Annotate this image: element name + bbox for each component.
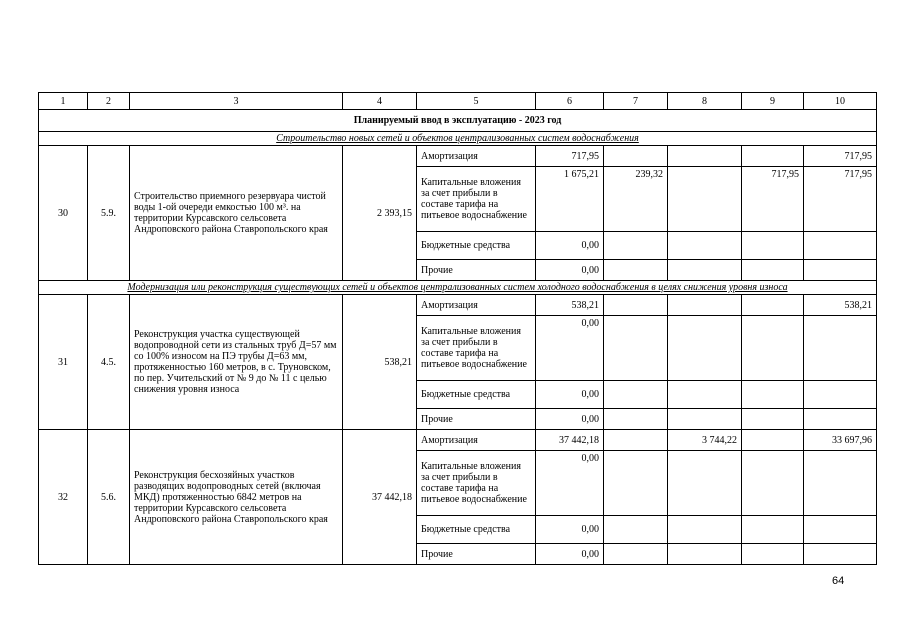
value-cell <box>604 516 668 544</box>
investment-table <box>38 92 877 565</box>
table-row <box>39 146 877 167</box>
value-cell <box>604 451 668 516</box>
value-cell: 538,21 <box>804 295 877 316</box>
value-cell <box>604 430 668 451</box>
value-cell <box>742 316 804 381</box>
value-cell <box>742 295 804 316</box>
item-total: 37 442,18 <box>343 430 417 565</box>
value-cell <box>742 451 804 516</box>
value-cell: 538,21 <box>536 295 604 316</box>
section-heading: Модернизация или реконструкция существующих сетей и объектов централизованных систем холодного водоснабжения в целях снижения уровня износа <box>39 281 877 295</box>
value-cell <box>742 409 804 430</box>
value-cell <box>742 430 804 451</box>
value-cell <box>668 295 742 316</box>
value-cell: 1 675,21 <box>536 167 604 232</box>
value-cell: 239,32 <box>604 167 668 232</box>
value-cell <box>604 146 668 167</box>
funding-source-label: Капитальные вложения за счет прибыли в составе тарифа на питьевое водоснабжение <box>417 451 536 516</box>
funding-source-label: Бюджетные средства <box>417 516 536 544</box>
value-cell <box>804 232 877 260</box>
value-cell <box>668 544 742 565</box>
value-cell <box>668 381 742 409</box>
table-row <box>39 295 877 316</box>
value-cell: 0,00 <box>536 516 604 544</box>
value-cell: 717,95 <box>804 167 877 232</box>
value-cell <box>668 409 742 430</box>
value-cell: 0,00 <box>536 260 604 281</box>
item-number: 31 <box>39 295 88 430</box>
value-cell <box>604 381 668 409</box>
value-cell <box>742 381 804 409</box>
column-number: 10 <box>804 93 877 110</box>
value-cell <box>668 516 742 544</box>
value-cell: 0,00 <box>536 381 604 409</box>
section-heading: Строительство новых сетей и объектов централизованных систем водоснабжения <box>39 132 877 146</box>
funding-source-label: Бюджетные средства <box>417 381 536 409</box>
table-title-row <box>39 110 877 132</box>
column-number: 2 <box>88 93 130 110</box>
value-cell <box>668 260 742 281</box>
section-heading-row <box>39 132 877 146</box>
column-number: 4 <box>343 93 417 110</box>
column-number-row <box>39 93 877 110</box>
value-cell <box>804 516 877 544</box>
value-cell <box>804 409 877 430</box>
value-cell <box>604 260 668 281</box>
value-cell <box>804 260 877 281</box>
value-cell <box>804 544 877 565</box>
item-description: Строительство приемного резервуара чистой воды 1-ой очереди емкостью 100 м³. на территории Курсавского сельсовета Андроповского района Ставропольского края <box>130 146 343 281</box>
value-cell <box>604 316 668 381</box>
value-cell <box>742 260 804 281</box>
value-cell <box>668 451 742 516</box>
value-cell <box>604 544 668 565</box>
value-cell: 3 744,22 <box>668 430 742 451</box>
item-number: 30 <box>39 146 88 281</box>
value-cell <box>742 544 804 565</box>
value-cell <box>604 295 668 316</box>
value-cell: 0,00 <box>536 409 604 430</box>
value-cell: 717,95 <box>742 167 804 232</box>
item-code: 5.9. <box>88 146 130 281</box>
column-number: 1 <box>39 93 88 110</box>
column-number: 7 <box>604 93 668 110</box>
value-cell <box>742 146 804 167</box>
value-cell <box>668 316 742 381</box>
column-number: 8 <box>668 93 742 110</box>
column-number: 6 <box>536 93 604 110</box>
value-cell <box>804 451 877 516</box>
funding-source-label: Прочие <box>417 409 536 430</box>
value-cell <box>804 381 877 409</box>
value-cell: 0,00 <box>536 544 604 565</box>
value-cell <box>742 516 804 544</box>
item-code: 5.6. <box>88 430 130 565</box>
value-cell: 717,95 <box>536 146 604 167</box>
value-cell: 717,95 <box>804 146 877 167</box>
value-cell <box>742 232 804 260</box>
value-cell: 0,00 <box>536 232 604 260</box>
item-number: 32 <box>39 430 88 565</box>
table-title: Планируемый ввод в эксплуатацию - 2023 год <box>39 110 877 132</box>
page-number: 64 <box>832 575 845 587</box>
funding-source-label: Бюджетные средства <box>417 232 536 260</box>
funding-source-label: Прочие <box>417 260 536 281</box>
value-cell <box>668 232 742 260</box>
value-cell: 37 442,18 <box>536 430 604 451</box>
item-description: Реконструкция участка существующей водопроводной сети из стальных труб Д=57 мм со 100% износом на ПЭ трубы Д=63 мм, протяженностью 160 метров, в с. Труновском, по пер. Учительский от № 9 до № 11 с целью снижения уровня износа <box>130 295 343 430</box>
item-description: Реконструкция бесхозяйных участков разводящих водопроводных сетей (включая МКД) протяженностью 6842 метров на территории Курсавского сельсовета Андроповского района Ставропольского края <box>130 430 343 565</box>
value-cell <box>668 167 742 232</box>
value-cell <box>604 409 668 430</box>
column-number: 5 <box>417 93 536 110</box>
value-cell <box>668 146 742 167</box>
funding-source-label: Амортизация <box>417 295 536 316</box>
column-number: 3 <box>130 93 343 110</box>
funding-source-label: Прочие <box>417 544 536 565</box>
table-body <box>39 93 877 565</box>
table-row <box>39 430 877 451</box>
value-cell: 0,00 <box>536 451 604 516</box>
funding-source-label: Амортизация <box>417 146 536 167</box>
section-heading-row <box>39 281 877 295</box>
funding-source-label: Амортизация <box>417 430 536 451</box>
value-cell <box>604 232 668 260</box>
funding-source-label: Капитальные вложения за счет прибыли в составе тарифа на питьевое водоснабжение <box>417 316 536 381</box>
item-total: 538,21 <box>343 295 417 430</box>
value-cell: 33 697,96 <box>804 430 877 451</box>
funding-source-label: Капитальные вложения за счет прибыли в составе тарифа на питьевое водоснабжение <box>417 167 536 232</box>
value-cell <box>804 316 877 381</box>
value-cell: 0,00 <box>536 316 604 381</box>
item-total: 2 393,15 <box>343 146 417 281</box>
item-code: 4.5. <box>88 295 130 430</box>
column-number: 9 <box>742 93 804 110</box>
